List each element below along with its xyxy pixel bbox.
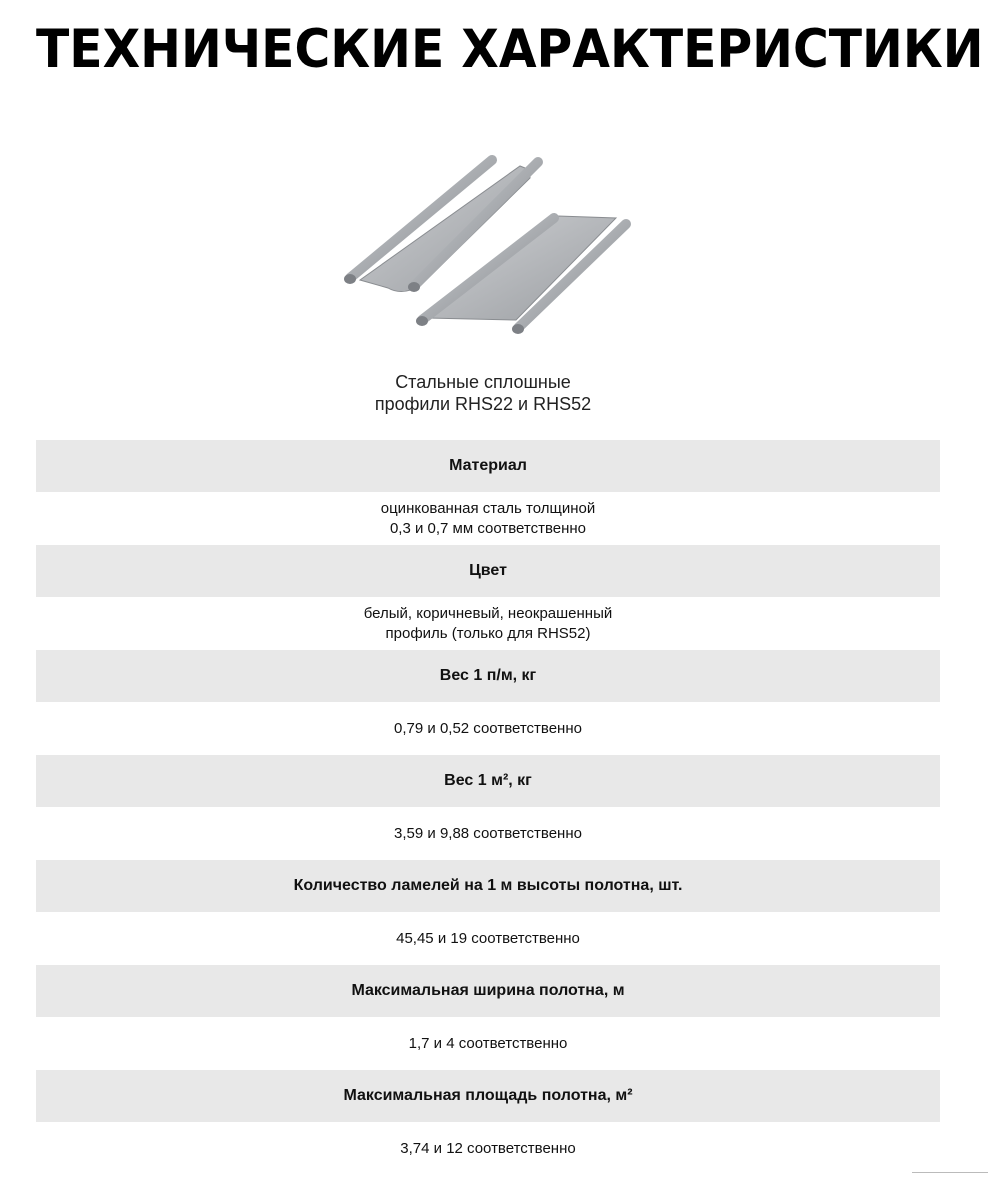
- spec-value-weight-per-sqm: [36, 807, 940, 860]
- spec-value-line: 1,7 и 4 соответственно: [408, 1034, 568, 1052]
- spec-table: [36, 440, 940, 1175]
- spec-label-weight-per-sqm: Вес 1 м², кг: [36, 755, 940, 807]
- spec-value-line: 0,79 и 0,52 соответственно: [394, 719, 582, 737]
- spec-value-line: оцинкованная сталь толщиной: [380, 499, 596, 517]
- spec-label-weight-per-meter: Вес 1 п/м, кг: [36, 650, 940, 702]
- spec-value-max-width: [36, 1017, 940, 1070]
- steel-profile-illustration: [330, 148, 650, 348]
- spec-label-color: Цвет: [36, 545, 940, 597]
- spec-value-max-area: [36, 1122, 940, 1175]
- spec-value-material: [36, 492, 940, 545]
- spec-value-line: 3,74 и 12 соответственно: [400, 1139, 576, 1157]
- spec-label-lamella-count: Количество ламелей на 1 м высоты полотна, шт.: [36, 860, 940, 912]
- spec-label-max-area: Максимальная площадь полотна, м²: [36, 1070, 940, 1122]
- product-caption: [0, 371, 966, 415]
- spec-value-line: 0,3 и 0,7 мм соответственно: [389, 519, 587, 537]
- caption-line-2: профили RHS22 и RHS52: [374, 394, 592, 414]
- spec-label-material: Материал: [36, 440, 940, 492]
- spec-value-line: белый, коричневый, неокрашенный: [363, 604, 613, 622]
- caption-line-1: Стальные сплошные: [395, 372, 571, 392]
- spec-value-weight-per-meter: [36, 702, 940, 755]
- spec-value-color: [36, 597, 940, 650]
- spec-label-max-width: Максимальная ширина полотна, м: [36, 965, 940, 1017]
- spec-value-line: 3,59 и 9,88 соответственно: [394, 824, 582, 842]
- page-title: ТЕХНИЧЕСКИЕ ХАРАКТЕРИСТИКИ: [36, 19, 984, 80]
- spec-value-lamella-count: [36, 912, 940, 965]
- decorative-divider: [912, 1172, 988, 1173]
- spec-value-line: профиль (только для RHS52): [385, 624, 591, 642]
- spec-value-line: 45,45 и 19 соответственно: [396, 929, 580, 947]
